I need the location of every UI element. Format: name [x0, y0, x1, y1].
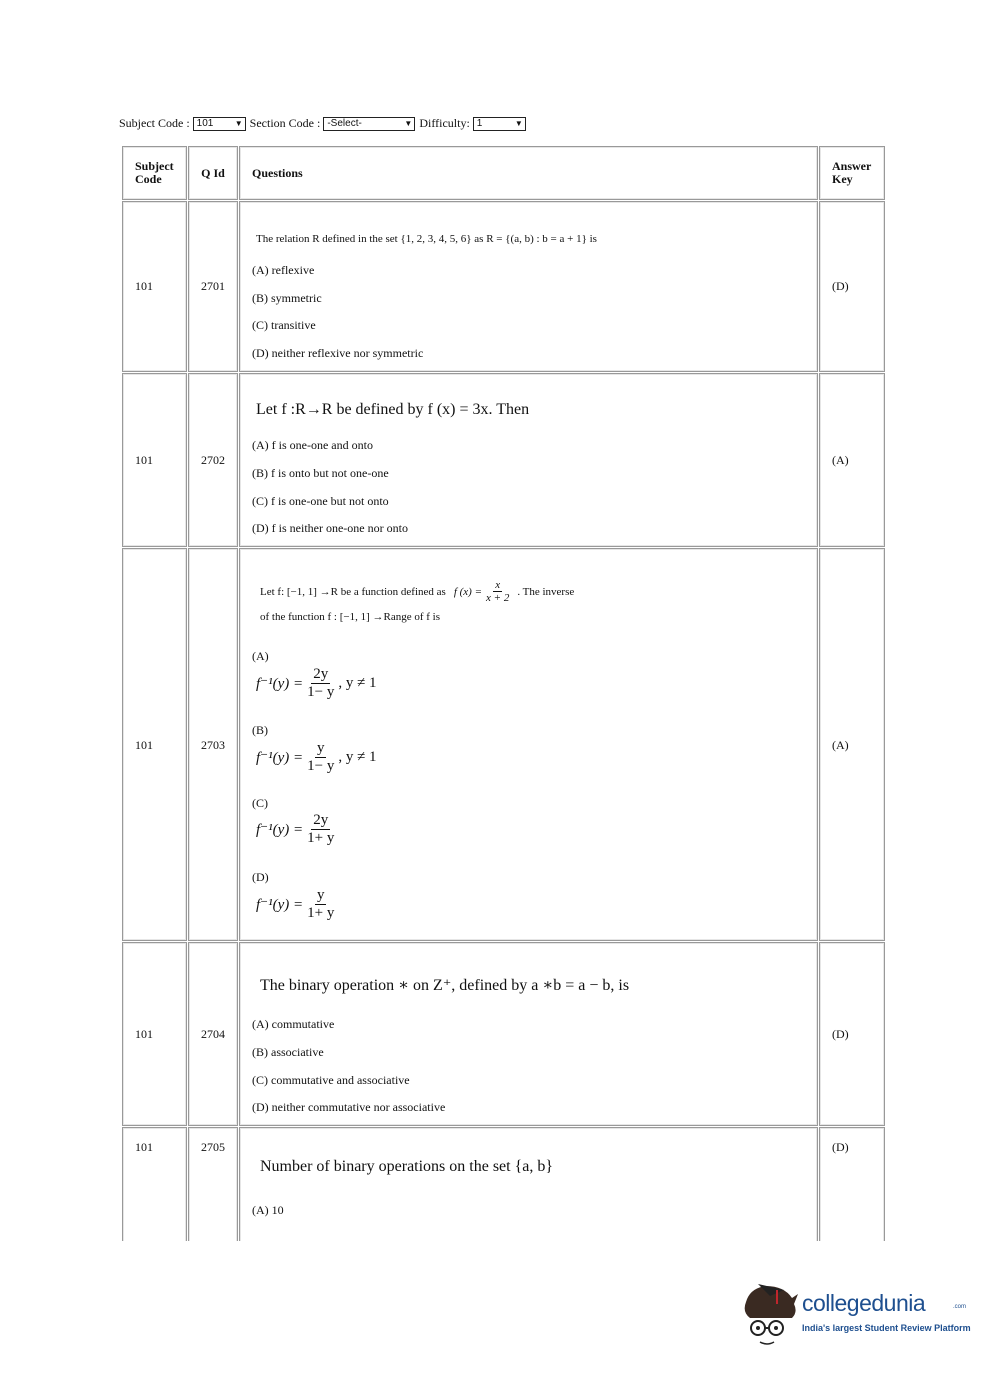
row-2701-qid-cell [188, 201, 238, 372]
option-lhs: f⁻¹(y) = [256, 896, 304, 913]
question-id: 2703 [201, 738, 225, 752]
row-2702-subject-cell [122, 373, 187, 547]
option-b: (B) symmetric [252, 291, 322, 305]
row-2704-question-cell [239, 942, 818, 1126]
question-id: 2701 [201, 279, 225, 293]
header-qid: Q Id [188, 146, 238, 200]
questions-table [122, 146, 885, 1241]
row-2702-answer-cell [819, 373, 885, 547]
fraction-denominator: 1− y [307, 757, 335, 774]
row-2703-subject-cell [122, 548, 187, 941]
answer-key: (D) [832, 279, 849, 293]
question-id: 2702 [201, 453, 225, 467]
option-b: (B) associative [252, 1045, 324, 1059]
subject-code-select[interactable] [193, 117, 246, 131]
section-code-label: Section Code : [249, 116, 321, 130]
section-code-value: -Select- [327, 118, 362, 129]
row-2705-subject-cell [122, 1127, 187, 1241]
difficulty-value: 1 [476, 118, 483, 129]
option-lhs: f⁻¹(y) = [256, 675, 304, 692]
filter-bar [119, 116, 530, 131]
row-2703-question-cell [239, 548, 818, 941]
difficulty-select[interactable] [473, 117, 526, 131]
question-id: 2705 [201, 1140, 225, 1154]
option-lhs: f⁻¹(y) = [256, 821, 304, 838]
option-d: (D) f is neither one-one nor onto [252, 521, 408, 535]
answer-key: (D) [832, 1140, 849, 1154]
subject-code: 101 [135, 279, 153, 293]
row-2703-answer-cell [819, 548, 885, 941]
question-fx: f (x) = [453, 585, 483, 598]
row-2705-question-cell [239, 1127, 818, 1241]
answer-key: (A) [832, 738, 849, 752]
row-2701-answer-cell [819, 201, 885, 372]
option-c-label: (C) [252, 796, 268, 810]
row-2701-subject-cell [122, 201, 187, 372]
option-condition: , y ≠ 1 [338, 674, 377, 691]
chevron-down-icon: ▼ [234, 119, 243, 128]
header-subject-code: Subject Code [122, 146, 187, 200]
row-2705-qid-cell [188, 1127, 238, 1241]
logo-suffix: .com [953, 1304, 967, 1310]
option-a-label: (A) [252, 649, 269, 663]
option-d-label: (D) [252, 870, 269, 884]
fraction-denominator: 1+ y [307, 904, 335, 921]
option-a: (A) commutative [252, 1017, 335, 1031]
answer-key: (A) [832, 453, 849, 467]
option-c-formula [256, 812, 338, 846]
option-a-formula [256, 666, 377, 700]
fraction-numerator: 2y [313, 812, 329, 828]
option-a-fraction [305, 666, 336, 700]
question-line-2: of the function f : [−1, 1] →Range of f is [260, 611, 441, 623]
option-condition: , y ≠ 1 [338, 748, 377, 765]
row-2704-qid-cell [188, 942, 238, 1126]
section-code-select[interactable] [323, 117, 415, 131]
fraction-denominator: 1+ y [307, 829, 335, 846]
option-b-formula [256, 740, 377, 774]
option-a: (A) reflexive [252, 263, 315, 277]
fraction-denominator: 1− y [307, 683, 335, 700]
option-b-fraction [305, 740, 336, 774]
option-d-formula [256, 887, 338, 921]
option-a: (A) 10 [252, 1203, 284, 1217]
option-c-fraction [305, 812, 336, 846]
subject-code-value: 101 [196, 118, 214, 129]
subject-code: 101 [135, 453, 153, 467]
chevron-down-icon: ▼ [514, 119, 523, 128]
question-line-1 [260, 579, 574, 604]
header-questions: Questions [239, 146, 818, 200]
row-2703-qid-cell [188, 548, 238, 941]
subject-code: 101 [135, 1027, 153, 1041]
option-a: (A) f is one-one and onto [252, 438, 373, 452]
logo-tagline: India's largest Student Review Platform [802, 1323, 971, 1333]
collegedunia-logo [740, 1282, 970, 1352]
option-d: (D) neither reflexive nor symmetric [252, 346, 424, 360]
answer-key: (D) [832, 1027, 849, 1041]
difficulty-label: Difficulty: [419, 116, 470, 130]
subject-code: 101 [135, 738, 153, 752]
option-lhs: f⁻¹(y) = [256, 749, 304, 766]
option-c: (C) commutative and associative [252, 1073, 410, 1087]
fraction-numerator: 2y [313, 666, 329, 682]
row-2704-answer-cell [819, 942, 885, 1126]
question-id: 2704 [201, 1027, 225, 1041]
row-2701-question-cell [239, 201, 818, 372]
question-text-part2: . The inverse [517, 585, 575, 598]
option-c: (C) f is one-one but not onto [252, 494, 389, 508]
subject-code: 101 [135, 1140, 153, 1154]
fraction-numerator: y [316, 740, 325, 756]
row-2705-answer-cell [819, 1127, 885, 1241]
subject-code-label: Subject Code : [119, 116, 190, 130]
logo-wordmark: collegedunia [802, 1290, 926, 1316]
option-b-label: (B) [252, 723, 268, 737]
fraction-numerator: x [495, 579, 501, 591]
chevron-down-icon: ▼ [404, 119, 413, 128]
fraction-numerator: y [316, 887, 325, 903]
option-d: (D) neither commutative nor associative [252, 1100, 446, 1114]
question-text: The relation R defined in the set {1, 2, 3, 4, 5, 6} as R = {(a, b) : b = a + 1} is [256, 233, 597, 245]
option-b: (B) f is onto but not one-one [252, 466, 389, 480]
row-2702-question-cell [239, 373, 818, 547]
fraction-denominator: x + 2 [486, 592, 510, 605]
mascot-icon [740, 1282, 800, 1352]
question-fraction [484, 579, 511, 604]
option-c: (C) transitive [252, 318, 316, 332]
header-answer-key: Answer Key [819, 146, 885, 200]
question-text: Let f :R→R be defined by f (x) = 3x. Then [256, 401, 530, 418]
question-text: The binary operation ∗ on Z⁺, defined by a ∗b = a − b, is [260, 977, 630, 994]
question-text: Number of binary operations on the set {a, b} [260, 1158, 554, 1175]
row-2702-qid-cell [188, 373, 238, 547]
question-text-part1: Let f: [−1, 1] →R be a function defined as [260, 585, 446, 598]
option-d-fraction [305, 887, 336, 921]
row-2704-subject-cell [122, 942, 187, 1126]
